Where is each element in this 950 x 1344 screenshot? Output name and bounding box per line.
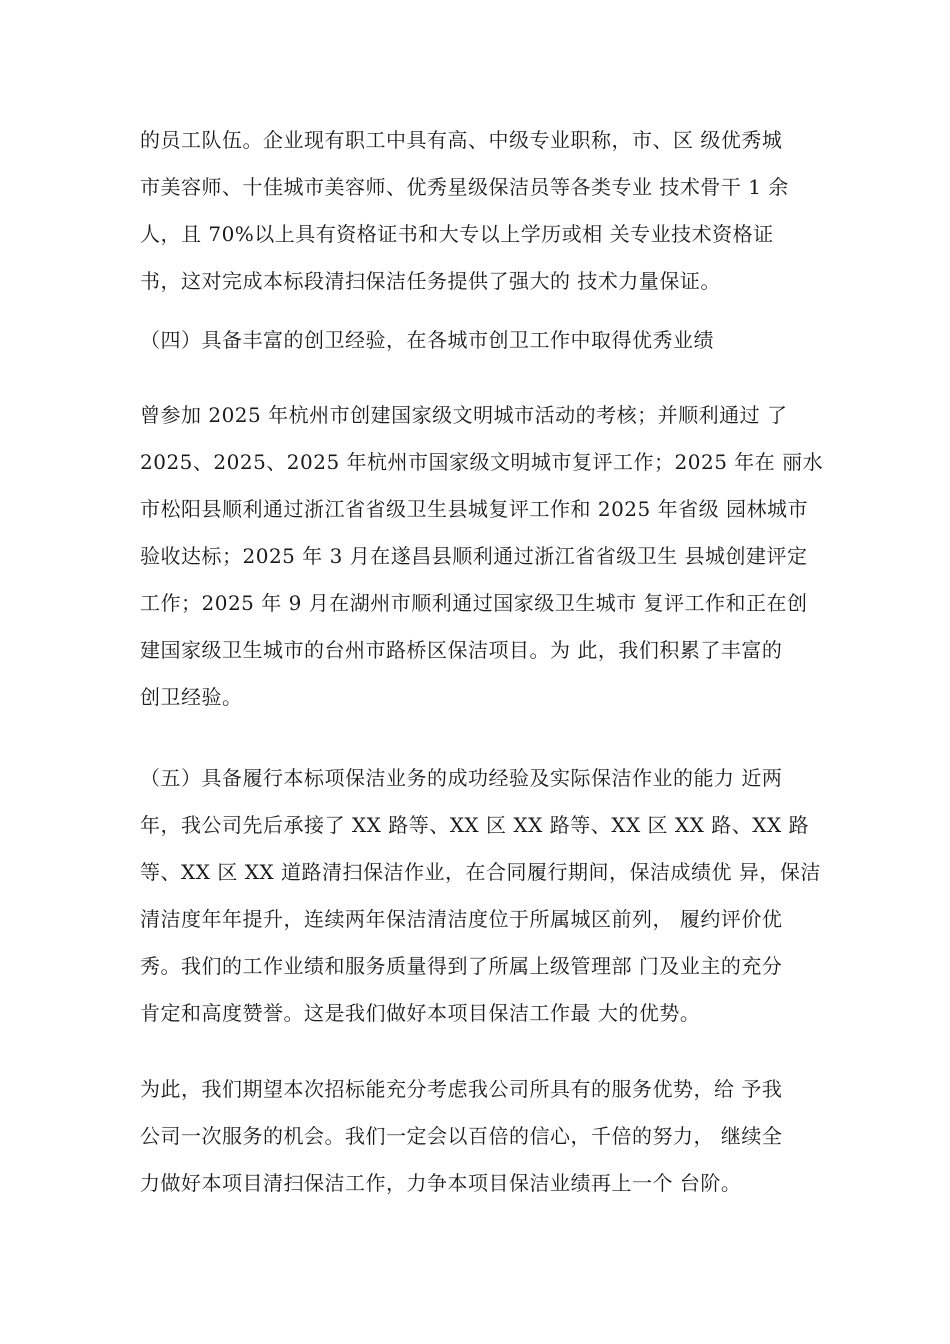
text-line: 市美容师、十佳城市美容师、优秀星级保洁员等各类专业 技术骨干 1 余 (140, 175, 789, 199)
heading-text: （四）具备丰富的创卫经验，在各城市创卫工作中取得优秀业绩 (140, 328, 714, 352)
text-line: 秀。我们的工作业绩和服务质量得到了所属上级管理部 门及业主的充分 (140, 954, 783, 978)
text-line: 力做好本项目清扫保洁工作，力争本项目保洁业绩再上一个 台阶。 (140, 1171, 742, 1195)
text-line: 曾参加 2025 年杭州市创建国家级文明城市活动的考核；并顺利通过 了 (140, 403, 788, 427)
text-line: 验收达标；2025 年 3 月在遂昌县顺利通过浙江省省级卫生 县城创建评定 (140, 544, 808, 568)
text-line: 书，这对完成本标段清扫保洁任务提供了强大的 技术力量保证。 (140, 269, 721, 293)
paragraph-staff-qualifications (140, 117, 840, 305)
text-line: 为此，我们期望本次招标能充分考虑我公司所具有的服务优势，给 予我 (140, 1077, 783, 1101)
text-line: 工作；2025 年 9 月在湖州市顺利通过国家级卫生城市 复评工作和正在创 (140, 591, 808, 615)
text-line: 人，且 70%以上具有资格证书和大专以上学历或相 关专业技术资格证 (140, 222, 774, 246)
text-line: 建国家级卫生城市的台州市路桥区保洁项目。为 此，我们积累了丰富的 (140, 638, 783, 662)
text-line: 肯定和高度赞誉。这是我们做好本项目保洁工作最 大的优势。 (140, 1001, 701, 1025)
text-line: 等、XX 区 XX 道路清扫保洁作业，在合同履行期间，保洁成绩优 异，保洁 (140, 860, 821, 884)
text-line: 市松阳县顺利通过浙江省省级卫生县城复评工作和 2025 年省级 园林城市 (140, 497, 808, 521)
paragraph-closing-statement (140, 1066, 840, 1207)
paragraph-cleaning-performance (140, 755, 840, 1037)
paragraph-sanitation-experience (140, 392, 840, 721)
text-line: 创卫经验。 (140, 685, 243, 709)
text-line: 的员工队伍。企业现有职工中具有高、中级专业职称，市、区 级优秀城 (140, 128, 783, 152)
text-line: 公司一次服务的机会。我们一定会以百倍的信心，千倍的努力， 继续全 (140, 1124, 783, 1148)
text-line: 2025、2025、2025 年杭州市国家级文明城市复评工作；2025 年在 丽水 (140, 450, 824, 474)
text-line: （五）具备履行本标项保洁业务的成功经验及实际保洁作业的能力 近两 (140, 766, 783, 790)
text-line: 清洁度年年提升，连续两年保洁清洁度位于所属城区前列， 履约评价优 (140, 907, 783, 931)
text-line: 年，我公司先后承接了 XX 路等、XX 区 XX 路等、XX 区 XX 路、XX 路 (140, 813, 810, 837)
section-heading-4 (140, 317, 840, 364)
